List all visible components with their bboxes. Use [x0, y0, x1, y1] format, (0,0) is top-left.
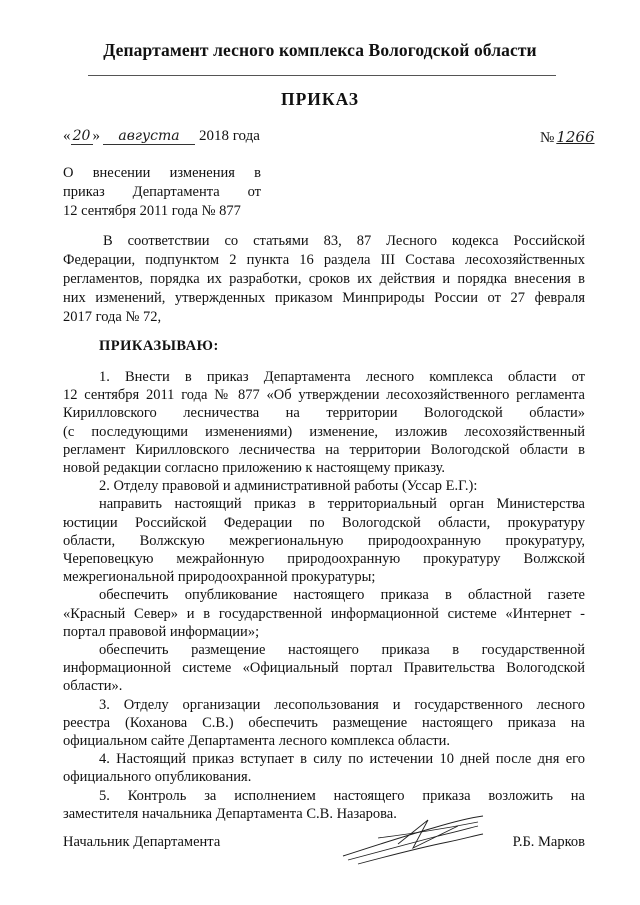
- body-line: новой редакции согласно приложению к настоящему приказу.: [63, 460, 446, 477]
- body-line: 12 сентября 2011 года № 877 «Об утверждении лесохозяйственного регламента: [63, 387, 585, 404]
- preamble-line: 2017 года № 72,: [63, 309, 162, 325]
- body-line: 1. Внести в приказ Департамента лесного комплекса области от: [99, 369, 585, 385]
- preamble-line: них изменений, утвержденных приказом Минприроды России от 27 февраля: [63, 290, 585, 306]
- body-line: направить настоящий приказ в территориальный орган Министерства: [99, 496, 585, 513]
- date-close-quote: »: [92, 128, 100, 144]
- order-date: [63, 128, 260, 145]
- body-line: портал правовой информации»;: [63, 623, 260, 640]
- body-line: заместителя начальника Департамента С.В. Назарова.: [63, 805, 397, 822]
- body-line: реестра (Коханова С.В.) обеспечить размещение настоящего приказа на: [63, 714, 585, 731]
- order-number: [540, 128, 595, 147]
- body-line: 4. Настоящий приказ вступает в силу по истечении 10 дней после дня его: [99, 751, 585, 768]
- subject-line: О внесении изменения в: [63, 165, 261, 181]
- body-line: официального опубликования.: [63, 769, 252, 786]
- body-line: обеспечить опубликование настоящего приказа в областной газете: [99, 587, 585, 604]
- body-line: Кирилловского лесничества на территории Вологодской области»: [63, 405, 585, 422]
- preamble-line: регламентов, порядка их разработки, сроков их действия и порядка внесения в: [63, 271, 585, 287]
- date-day: 20: [71, 128, 93, 145]
- body-line: области».: [63, 678, 123, 695]
- body-line: обеспечить размещение настоящего приказа в государственной: [99, 642, 585, 659]
- decree-heading: ПРИКАЗЫВАЮ:: [99, 338, 219, 354]
- subject-line: приказ Департамента от: [63, 184, 261, 200]
- date-open-quote: «: [63, 128, 71, 144]
- document-type-title: ПРИКАЗ: [280, 89, 360, 109]
- body-line: (с последующими изменениями) изменение, изложив лесохозяйственный: [63, 423, 585, 440]
- body-line: информационной системе «Официальный портал Правительства Вологодской: [63, 660, 585, 677]
- number-prefix: №: [540, 130, 555, 146]
- header-divider: [88, 75, 556, 76]
- date-year: 2018 года: [199, 128, 260, 144]
- order-body: [63, 368, 585, 823]
- body-line: 3. Отделу организации лесопользования и государственного лесного: [99, 696, 585, 713]
- signatory-name: Р.Б. Марков: [512, 834, 585, 850]
- subject-line: 12 сентября 2011 года № 877: [63, 203, 241, 219]
- body-line: регламент Кирилловского лесничества на территории Вологодской области в: [63, 441, 585, 458]
- body-line: «Красный Север» и в государственной информационной системе «Интернет -: [63, 605, 585, 622]
- handwritten-signature: [338, 808, 488, 868]
- order-subject: [63, 164, 261, 221]
- organization-header: Департамент лесного комплекса Вологодской области: [103, 40, 537, 60]
- signatory-title: Начальник Департамента: [63, 834, 221, 850]
- preamble-paragraph: [63, 232, 585, 327]
- body-line: 5. Контроль за исполнением настоящего приказа возложить на: [99, 787, 585, 804]
- preamble-line: В соответствии со статьями 83, 87 Лесного кодекса Российской: [103, 233, 585, 249]
- number-value: 1266: [556, 128, 595, 146]
- body-line: области, Волжскую межрегиональную природоохранную прокуратуру,: [63, 532, 585, 549]
- body-line: юстиции Российской Федерации по Вологодской области, прокуратуру: [63, 514, 585, 531]
- date-month: августа: [103, 128, 195, 145]
- preamble-line: Федерации, подпунктом 2 пункта 16 раздела III Состава лесохозяйственных: [63, 252, 585, 268]
- body-line: межрегиональной природоохранной прокуратуры;: [63, 569, 376, 586]
- body-line: 2. Отделу правовой и административной работы (Уссар Е.Г.):: [99, 478, 478, 495]
- body-line: Череповецкую межрайонную природоохранную прокуратуру Волжской: [63, 551, 585, 568]
- body-line: официальном сайте Департамента лесного комплекса области.: [63, 733, 451, 750]
